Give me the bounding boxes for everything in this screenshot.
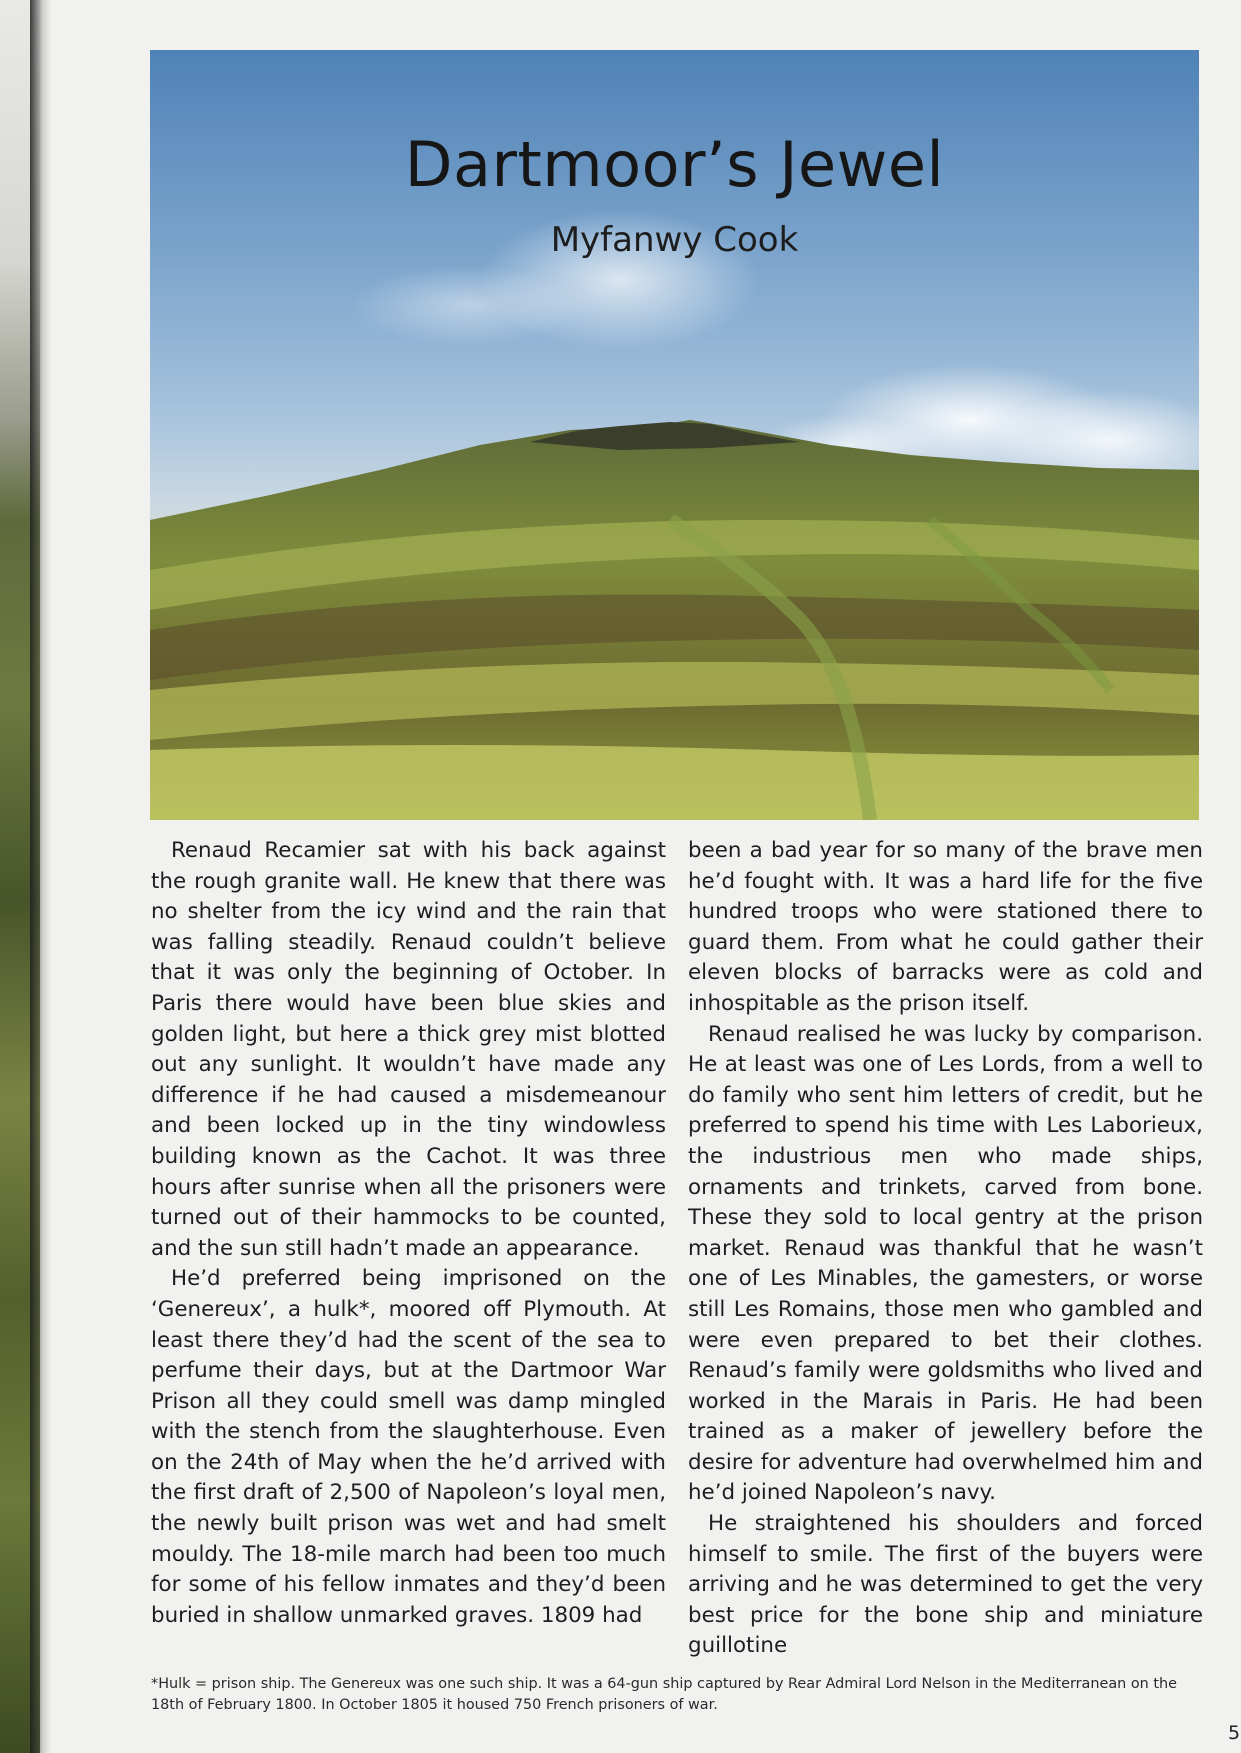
article-author: Myfanwy Cook <box>550 220 799 260</box>
hero-photo <box>150 50 1199 820</box>
body-paragraph: He straightened his shoulders and forced himself to smile. The first of the buyers were arriving and he was determined to get the very best price for the bone ship and miniature guillotine <box>688 1511 1203 1659</box>
article-title: Dartmoor’s Jewel <box>404 128 945 201</box>
body-paragraph: He’d preferred being imprisoned on the ‘Genereux’, a hulk*, moored off Plymouth. At least there they’d had the scent of the sea to perfume their days, but at the Dartmoor War Prison all they could smell was damp mingled with the stench from the slaughterhouse. Even on the 24th of May when the he’d arrived with the first draft of 2,500 of Napoleon’s loyal men, the newly built prison was wet and had smelt mouldy. The 18-mile march had been too much for some of his fellow inmates and they’d been buried in shallow unmarked graves. 1809 had <box>151 1266 666 1628</box>
body-column-left <box>151 836 666 1631</box>
binding-shadow <box>30 0 52 1753</box>
page-number: 5 <box>1228 1722 1241 1744</box>
body-paragraph: Renaud Recamier sat with his back against the rough granite wall. He knew that there was no shelter from the icy wind and the rain that was falling steadily. Renaud couldn’t believe that it was only the beginning of October. In Paris there would have been blue skies and golden light, but here a thick grey mist blotted out any sunlight. It wouldn’t have made any difference if he had caused a misdemeanour and been locked up in the tiny windowless building known as the Cachot. It was three hours after sunrise when all the prisoners were turned out of their hammocks to be counted, and the sun still hadn’t made an appearance. <box>151 838 666 1261</box>
body-column-right <box>688 836 1203 1662</box>
body-paragraph: Renaud realised he was lucky by comparison. He at least was one of Les Lords, from a well to do family who sent him letters of credit, but he preferred to spend his time with Les Laborieux, the industrious men who made ships, ornaments and trinkets, carved from bone. These they sold to local gentry at the prison market. Renaud was thankful that he wasn’t one of Les Minables, the gamesters, or worse still Les Romains, those men who gambled and were even prepared to bet their clothes. Renaud’s family were goldsmiths who lived and worked in the Marais in Paris. He had been trained as a maker of jewellery before the desire for adventure had overwhelmed him and he’d joined Napoleon’s navy. <box>688 1021 1203 1506</box>
body-paragraph-continued: been a bad year for so many of the brave men he’d fought with. It was a hard life for the five hundred troops who were stationed there to guard them. From what he could gather their eleven blocks of barracks were as cold and inhospitable as the prison itself. <box>688 838 1203 1016</box>
footnote: *Hulk = prison ship. The Genereux was one such ship. It was a 64-gun ship captured by Rear Admiral Lord Nelson in the Mediterranean on the 18th of February 1800. In October 1805 it housed 750 French prisoners of war. <box>151 1676 1177 1713</box>
